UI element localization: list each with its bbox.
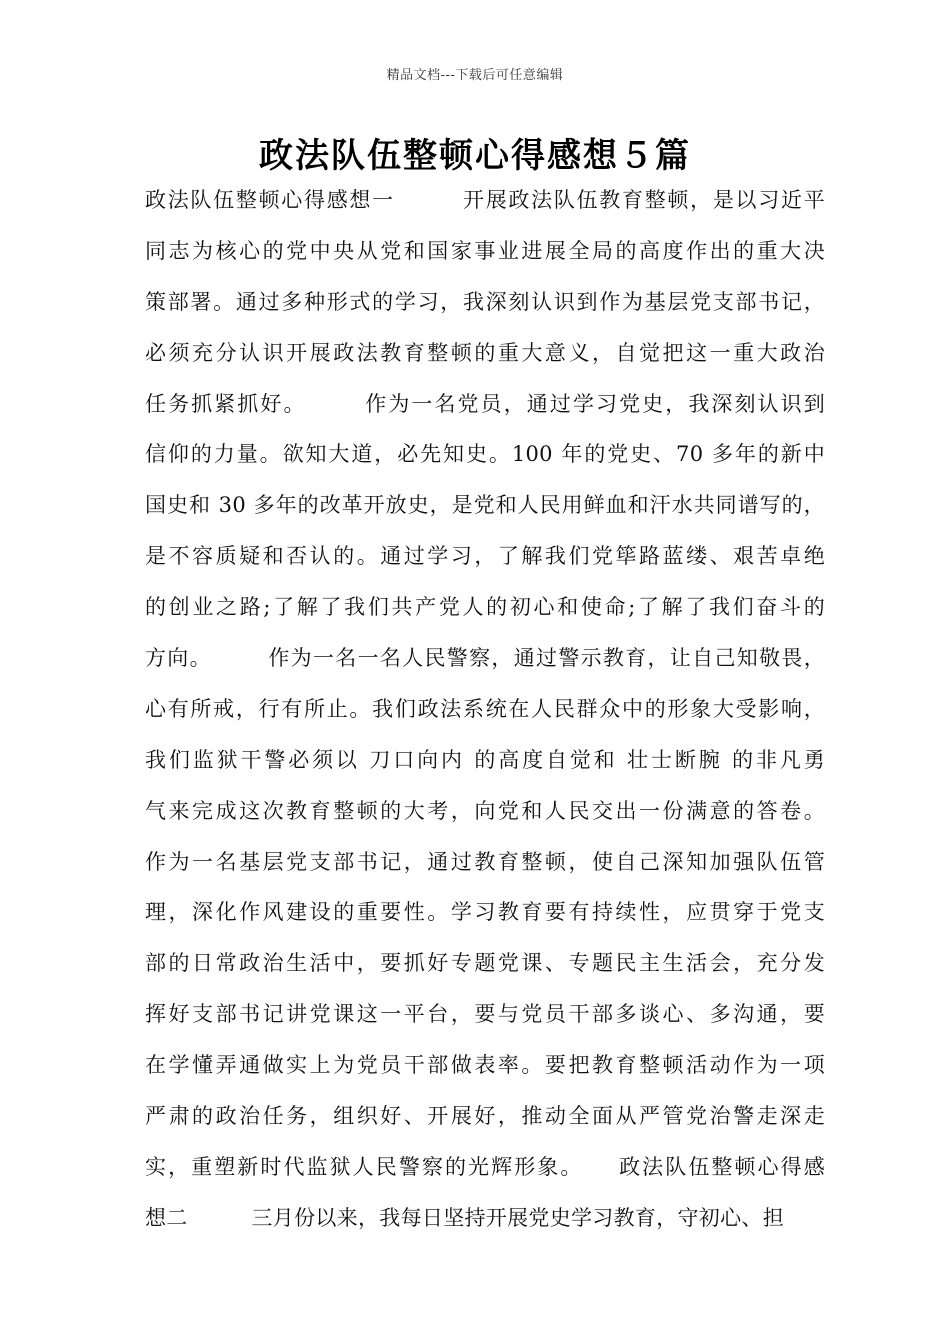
body-line: 作为一名基层党支部书记，通过教育整顿，使自己深知加强队伍管 xyxy=(145,849,825,874)
body-line: 理，深化作风建设的重要性。学习教育要有持续性，应贯穿于党支 xyxy=(145,900,825,925)
body-line: 我们监狱干警必须以 刀口向内 的高度自觉和 壮士断腕 的非凡勇 xyxy=(145,747,825,772)
body-line: 信仰的力量。欲知大道，必先知史。100 年的党史、70 多年的新中 xyxy=(145,442,825,467)
body-line: 政法队伍整顿心得感想一 开展政法队伍教育整顿，是以习近平 xyxy=(145,188,825,212)
body-line: 部的日常政治生活中，要抓好专题党课、专题民主生活会，充分发 xyxy=(145,951,825,976)
body-line: 同志为核心的党中央从党和国家事业进展全局的高度作出的重大决 xyxy=(145,238,825,263)
document-body xyxy=(145,180,825,1249)
body-line: 想二 三月份以来，我每日坚持开展党史学习教育，守初心、担 xyxy=(145,1205,784,1230)
body-line: 气来完成这次教育整顿的大考，向党和人民交出一份满意的答卷。 xyxy=(145,798,825,823)
body-line: 在学懂弄通做实上为党员干部做表率。要把教育整顿活动作为一项 xyxy=(145,1053,825,1078)
body-line: 方向。 作为一名一名人民警察，通过警示教育，让自己知敬畏， xyxy=(145,646,825,671)
body-line: 是不容质疑和否认的。通过学习，了解我们党筚路蓝缕、艰苦卓绝 xyxy=(145,544,825,569)
body-line: 任务抓紧抓好。 作为一名党员，通过学习党史，我深刻认识到 xyxy=(145,391,825,416)
body-line: 心有所戒，行有所止。我们政法系统在人民群众中的形象大受影响， xyxy=(145,696,825,721)
body-line: 挥好支部书记讲党课这一平台，要与党员干部多谈心、多沟通，要 xyxy=(145,1002,825,1027)
body-line: 必须充分认识开展政法教育整顿的重大意义，自觉把这一重大政治 xyxy=(145,340,825,365)
body-line: 实，重塑新时代监狱人民警察的光辉形象。 政法队伍整顿心得感 xyxy=(145,1154,825,1179)
body-line: 策部署。通过多种形式的学习，我深刻认识到作为基层党支部书记， xyxy=(145,289,825,314)
document-title: 政法队伍整顿心得感想５篇 xyxy=(259,136,691,176)
body-line: 严肃的政治任务，组织好、开展好，推动全面从严管党治警走深走 xyxy=(145,1104,825,1129)
body-line: 国史和 30 多年的改革开放史，是党和人民用鲜血和汗水共同谱写的， xyxy=(145,493,825,518)
body-line: 的创业之路;了解了我们共产党人的初心和使命;了解了我们奋斗的 xyxy=(145,595,825,620)
header-note: 精品文档---下载后可任意编辑 xyxy=(386,68,564,83)
